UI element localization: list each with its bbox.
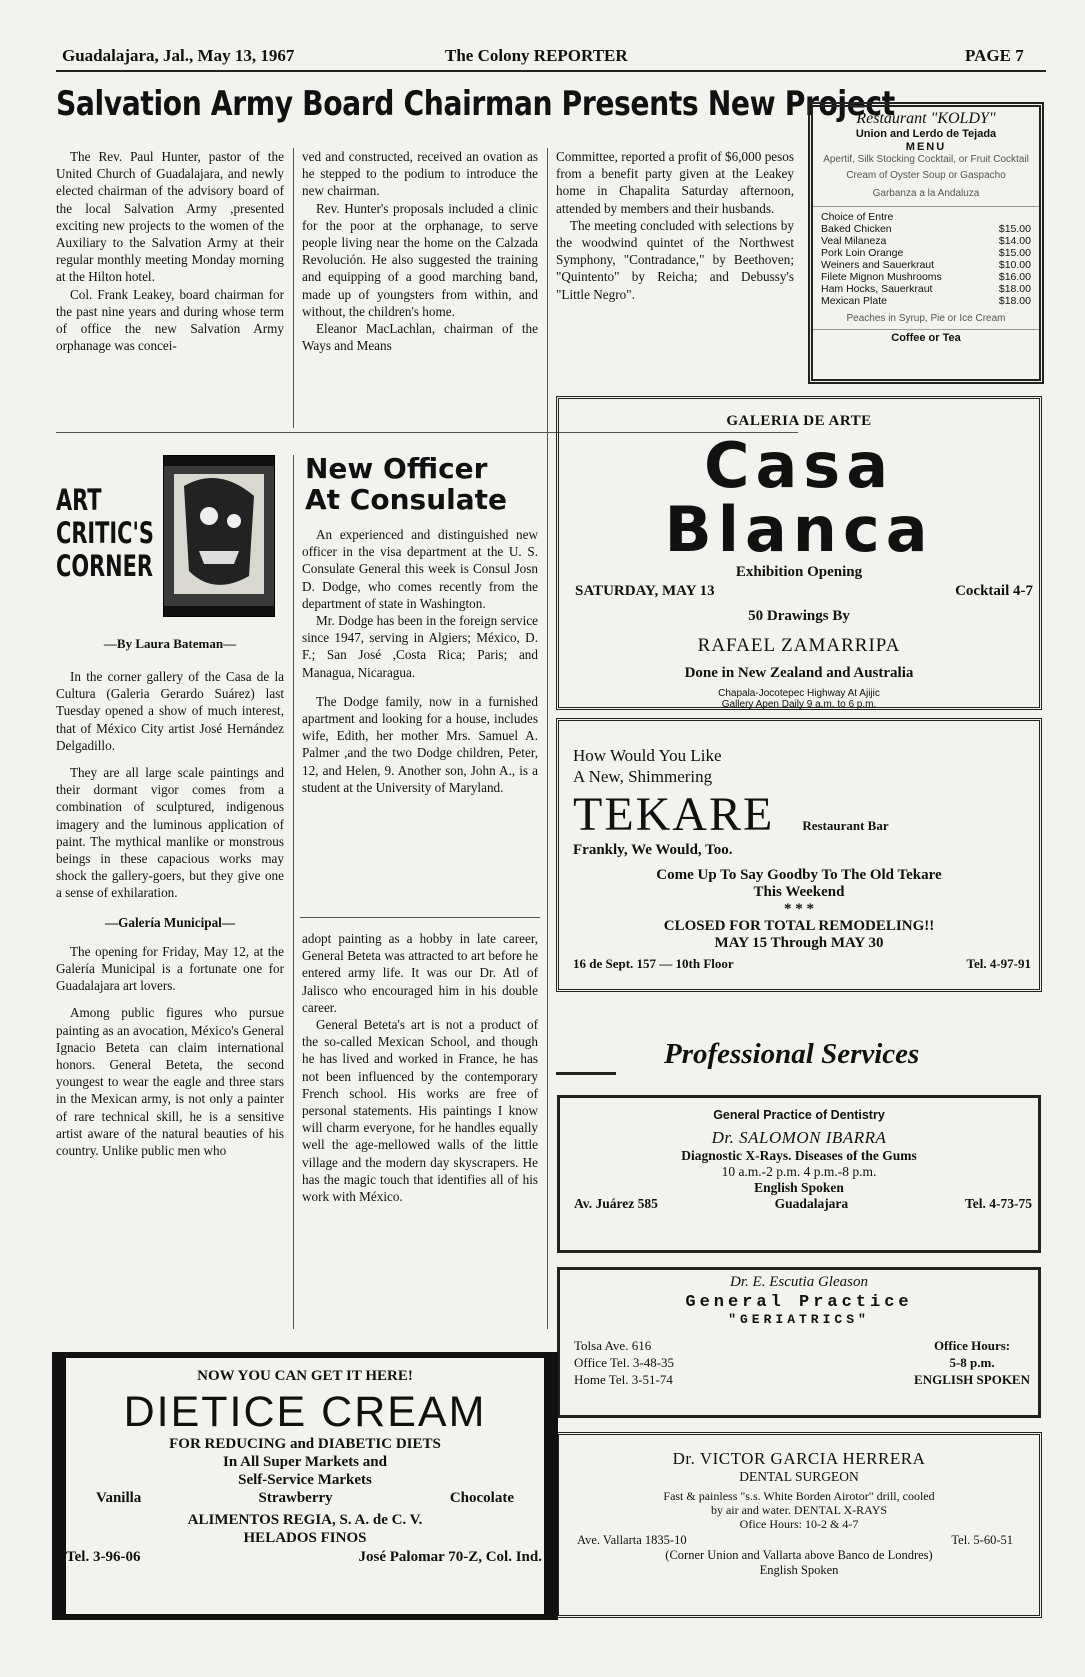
officer-headline	[305, 453, 507, 515]
tekare-name-row	[559, 787, 1039, 842]
flavor: Strawberry	[258, 1490, 333, 1506]
menu-item: Veal Milaneza $14.00	[821, 235, 1031, 247]
menu-item: Baked Chicken $15.00	[821, 223, 1031, 235]
paragraph: Among public figures who pursue painting as an avocation, México's General Ignacio Beteta can claim international honors. General Beteta, the second youngest to wear the eagle and three stars in the Mexican army, is not only a painter of rare technical skill, he is a sensitive artist aware of the natural beauties of his country. Unlike public men who	[56, 1005, 284, 1159]
dateline: Guadalajara, Jal., May 13, 1967	[62, 46, 295, 65]
paragraph: In the corner gallery of the Casa de la Cultura (Galeria Gerardo Suárez) last Tuesday opened a show of much interest, that of México City artist José Hernández Delgadillo.	[56, 669, 284, 753]
koldy-ad	[808, 102, 1044, 384]
headline-line: At Consulate	[305, 483, 507, 516]
salvation-headline-box	[56, 84, 895, 140]
divider	[556, 1072, 616, 1075]
dietice-tel: Tel. 3-96-06	[66, 1549, 141, 1565]
herrera-english: English Spoken	[759, 1563, 839, 1577]
casablanca-done: Done in New Zealand and Australia	[684, 665, 914, 681]
ibarra-ad	[557, 1095, 1041, 1253]
casablanca-date-row	[559, 583, 1039, 600]
gleason-addr: Tolsa Ave. 616	[574, 1338, 652, 1353]
gleason-contact	[574, 1337, 674, 1388]
paragraph: Rev. Hunter's proposals included a clinic for the poor at the orphanage, to serve people living near the home on the Calzada Revolución. He also suggested the training and equipping of a good marching band, made up of youngsters from within, and without, the children's home.	[302, 200, 538, 319]
herrera-tel: Tel. 5-60-51	[951, 1533, 1013, 1547]
critic-subhead: —Galería Municipal—	[104, 914, 236, 930]
koldy-name: Restaurant "KOLDY"	[856, 110, 996, 127]
header-rule	[56, 70, 1046, 72]
flavor: Chocolate	[449, 1490, 514, 1506]
tekare-come	[559, 867, 1039, 952]
menu-item: Ham Hocks, Sauerkraut $18.00	[821, 283, 1031, 295]
casablanca-cocktail: Cocktail 4-7	[955, 583, 1033, 599]
critic-photo	[163, 455, 275, 617]
dietice-company: ALIMENTOS REGIA, S. A. de C. V.	[187, 1512, 423, 1528]
paragraph: Col. Frank Leakey, board chairman for the past nine years and during whose term of office the new Salvation Army orphanage was concei-	[56, 286, 284, 354]
gleason-home: Home Tel. 3-51-74	[574, 1372, 673, 1387]
herrera-hours: Ofice Hours: 10-2 & 4-7	[739, 1517, 859, 1531]
casablanca-ad	[556, 396, 1042, 710]
artwork-image	[164, 456, 274, 616]
salvation-headline: Salvation Army Board Chairman Presents New Project	[56, 84, 895, 124]
hours-label: Office Hours:	[933, 1338, 1011, 1353]
ibarra-addr: Av. Juárez 585	[574, 1196, 658, 1211]
ibarra-line: General Practice of Dentistry	[713, 1108, 885, 1122]
dietice-helados: HELADOS FINOS	[243, 1530, 367, 1546]
menu-item: Pork Loin Orange $15.00	[821, 247, 1031, 259]
officer-col	[302, 526, 538, 796]
paragraph: Committee, reported a profit of $6,000 pesos from a benefit party given at the Leakey home in Chapalita Saturday afternoon, attended by members and their husbands.	[556, 149, 794, 216]
herrera-addr: Ave. Vallarta 1835-10	[577, 1533, 687, 1547]
koldy-menu-label: MENU	[905, 141, 947, 153]
koldy-starter: Garbanza a la Andaluza	[872, 188, 980, 199]
tekare-tel: Tel. 4-97-91	[966, 956, 1031, 971]
paragraph: ved and constructed, received an ovation as he stepped to the podium to introduce the new chairman.	[302, 149, 538, 199]
koldy-entree-label: Choice of Entre	[821, 211, 894, 223]
herrera-ad	[556, 1432, 1042, 1618]
salvation-col-1	[56, 148, 284, 354]
koldy-address: Union and Lerdo de Tejada	[855, 128, 997, 140]
text-line: Come Up To Say Goodby To The Old Tekare	[656, 867, 942, 883]
koldy-coffee: Coffee or Tea	[891, 332, 961, 344]
gleason-hours	[914, 1337, 1030, 1388]
koldy-menu-list	[813, 223, 1039, 307]
tekare-frankly: Frankly, We Would, Too.	[573, 842, 733, 858]
professional-title: Professional Services	[664, 1038, 920, 1070]
gleason-footer	[560, 1327, 1038, 1388]
casablanca-name: Casa Blanca	[664, 429, 934, 566]
tekare-addr: 16 de Sept. 157 — 10th Floor	[573, 956, 734, 971]
casablanca-artist: RAFAEL ZAMARRIPA	[697, 635, 901, 656]
divider	[547, 148, 548, 428]
divider	[547, 395, 548, 1329]
paper-title: The Colony REPORTER	[445, 46, 628, 65]
tekare-ad	[556, 718, 1042, 992]
paragraph: The opening for Friday, May 12, at the Galería Municipal is a fortunate one for Guadalajara art lovers.	[56, 943, 284, 994]
salvation-col-3	[556, 148, 794, 303]
herrera-title: DENTAL SURGEON	[739, 1469, 859, 1484]
koldy-starter: Apertif, Silk Stocking Cocktail, or Fruit Cocktail	[823, 154, 1029, 165]
text-line: * * *	[784, 901, 814, 917]
ibarra-city: Guadalajara	[774, 1196, 849, 1211]
text-line: How Would You Like	[573, 746, 722, 765]
gleason-name: Dr. E. Escutia Gleason	[730, 1274, 868, 1290]
flavor: Vanilla	[96, 1490, 142, 1506]
paragraph: The meeting concluded with selections by the woodwind quintet of the Northwest Symphony, "Contradance," by Beethoven; "Quintento" by Reicha; and Debussy's "Little Negro".	[556, 217, 794, 302]
paragraph: The Dodge family, now in a furnished apartment and looking for a house, includes wife, Edith, her mother Mrs. Samuel A. Palmer ,and the two Dodge children, Peter, 12, and Helen, 9. Another son, John A., is a student at the University of Maryland.	[302, 693, 538, 795]
ibarra-tel: Tel. 4-73-75	[964, 1196, 1032, 1211]
paragraph: They are all large scale paintings and their dormant vigor comes from a combination of sculptured, indigenous imagery and the luminous application of paint. The mythical manlike or monstrous beings in these capacious works may shock the gallery-goers, but they give one a sense of exhilaration.	[56, 765, 284, 901]
text-line: This Weekend	[753, 884, 845, 900]
gleason-office: Office Tel. 3-48-35	[574, 1355, 675, 1370]
dietice-footer	[66, 1547, 544, 1566]
paragraph: The Rev. Paul Hunter, pastor of the United Church of Guadalajara, and newly elected chairman of the advisory board of the local Salvation Army ,presented exciting new projects to the women of the Auxiliary to the Salvation Army at their regular monthly meeting Monday morning at the Hilton hotel.	[56, 149, 284, 285]
gleason-english: ENGLISH SPOKEN	[914, 1372, 1030, 1387]
dietice-name: DIETICE CREAM	[123, 1388, 487, 1436]
ibarra-line: English Spoken	[754, 1180, 844, 1195]
casablanca-date: SATURDAY, MAY 13	[575, 583, 715, 599]
tekare-footer	[559, 956, 1039, 972]
herrera-footer	[559, 1531, 1039, 1548]
menu-item: Weiners and Sauerkraut $10.00	[821, 259, 1031, 271]
casablanca-label: GALERIA DE ARTE	[726, 413, 872, 429]
dietice-top: NOW YOU CAN GET IT HERE!	[197, 1368, 413, 1384]
gleason-ad	[557, 1267, 1041, 1418]
dietice-addr: José Palomar 70-Z, Col. Ind.	[358, 1549, 542, 1565]
dietice-flavors	[66, 1489, 544, 1507]
herrera-line: by air and water. DENTAL X-RAYS	[710, 1503, 888, 1517]
casablanca-addr: Chapala-Jocotepec Highway At Ajijic	[718, 688, 880, 699]
gleason-practice: General Practice	[685, 1293, 913, 1312]
tekare-name: TEKARE	[573, 788, 775, 841]
casablanca-drawings: 50 Drawings By	[748, 608, 850, 624]
paragraph: Mr. Dodge has been in the foreign service since 1947, serving in Algiers; México, D. F.; San José ,Costa Rica; Paris; and Managua, Nicaragua.	[302, 613, 538, 680]
menu-item: Mexican Plate $18.00	[821, 295, 1031, 307]
casablanca-sub: Exhibition Opening	[735, 564, 863, 580]
divider	[813, 206, 1039, 207]
hours-value: 5-8 p.m.	[949, 1355, 995, 1370]
dietice-line: In All Super Markets and	[223, 1454, 387, 1470]
text-line: A New, Shimmering	[573, 767, 713, 786]
dietice-ad	[52, 1352, 558, 1620]
critic-continued-col	[302, 930, 538, 1205]
paragraph: An experienced and distinguished new officer in the visa department at the U. S. Consulate General this week is Consul Josn D. Dodge, who comes recently from the department of state in Washington.	[302, 527, 538, 611]
herrera-line: Fast & painless "s.s. White Borden Airotor" drill, cooled	[663, 1489, 935, 1503]
critic-title: ART CRITIC'S CORNER	[56, 483, 154, 583]
dietice-line: Self-Service Markets	[238, 1472, 372, 1488]
text-line: CLOSED FOR TOTAL REMODELING!!	[663, 918, 935, 934]
koldy-dessert: Peaches in Syrup, Pie or Ice Cream	[846, 313, 1006, 324]
gleason-geriatrics: "GERIATRICS"	[728, 1312, 870, 1327]
page-number: PAGE 7	[965, 46, 1024, 65]
headline-line: New Officer	[305, 452, 488, 485]
koldy-starter: Cream of Oyster Soup or Gaspacho	[846, 170, 1006, 181]
paragraph: Eleanor MacLachlan, chairman of the Ways and Means	[302, 321, 538, 354]
casablanca-hours: Gallery Apen Daily 9 a.m. to 6 p.m.	[721, 699, 877, 710]
divider	[293, 148, 294, 428]
divider	[300, 917, 540, 918]
tekare-type: Restaurant Bar	[802, 818, 889, 833]
critic-col	[56, 668, 284, 1159]
divider	[293, 455, 294, 1329]
divider	[813, 329, 1039, 330]
paragraph: adopt painting as a hobby in late career, General Beteta was attracted to art before he entered army life. It was our Dr. Atl of Jalisco who encouraged him in his double career.	[302, 931, 538, 1015]
menu-item: Filete Mignon Mushrooms $16.00	[821, 271, 1031, 283]
text-line: MAY 15 Through MAY 30	[714, 935, 884, 951]
ibarra-name: Dr. SALOMON IBARRA	[711, 1128, 887, 1147]
herrera-name: Dr. VICTOR GARCIA HERRERA	[672, 1449, 926, 1468]
dietice-line: FOR REDUCING and DIABETIC DIETS	[169, 1436, 441, 1452]
ibarra-line: 10 a.m.-2 p.m. 4 p.m.-8 p.m.	[721, 1164, 877, 1179]
tekare-question	[559, 721, 1039, 787]
critic-title-box	[56, 484, 156, 583]
critic-byline: —By Laura Bateman—	[103, 636, 237, 651]
ibarra-line: Diagnostic X-Rays. Diseases of the Gums	[681, 1148, 917, 1163]
herrera-corner: (Corner Union and Vallarta above Banco de Londres)	[665, 1548, 933, 1562]
paragraph: General Beteta's art is not a product of the so-called Mexican School, and though he has lived and worked in France, he has not been influenced by the contemporary French school. His works are free of personal statements. His paintings I know will charm everyone, for he handles equally well the age-mellowed walls of the little village and the modern day skyscrapers. He has the magic touch that identifies all of his work with México.	[302, 1017, 538, 1205]
ibarra-footer	[560, 1196, 1038, 1212]
salvation-col-2	[302, 148, 538, 354]
